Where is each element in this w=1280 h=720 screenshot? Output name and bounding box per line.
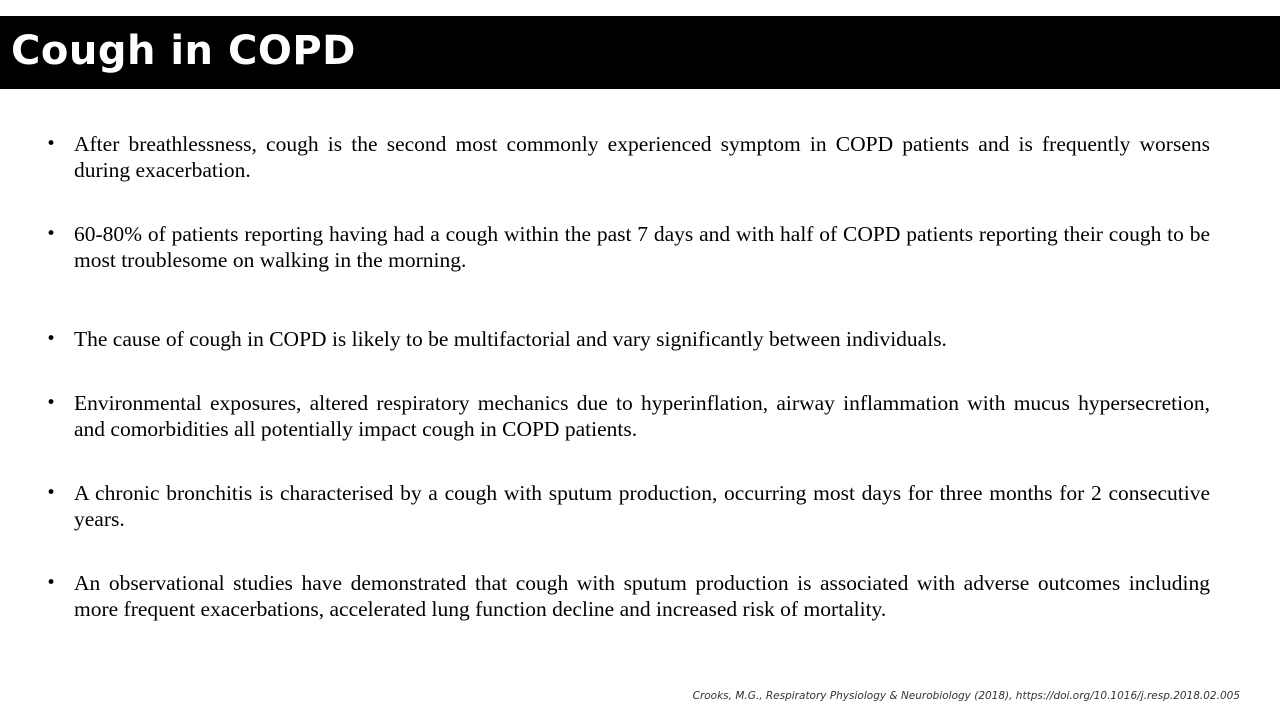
slide-title: Cough in COPD [11, 28, 356, 74]
bullet-text: After breathlessness, cough is the second most commonly experienced symptom in COPD patients and is frequently worsens during exacerbation. [74, 132, 1210, 182]
bullet-text: 60-80% of patients reporting having had a cough within the past 7 days and with half of COPD patients reporting their cough to be most troublesome on walking in the morning. [74, 222, 1210, 272]
bullet-item [46, 221, 1210, 273]
bullet-icon: • [46, 134, 57, 154]
bullet-icon: • [46, 224, 57, 244]
bullet-icon: • [46, 393, 57, 413]
bullet-icon: • [46, 483, 57, 503]
bullet-text: An observational studies have demonstrated that cough with sputum production is associated with adverse outcomes including more frequent exacerbations, accelerated lung function decline and increased risk of mortality. [74, 571, 1210, 621]
bullet-item [46, 570, 1210, 622]
citation: Crooks, M.G., Respiratory Physiology & Neurobiology (2018), https://doi.org/10.1016/j.resp.2018.02.005 [692, 690, 1240, 702]
bullet-item [46, 480, 1210, 532]
bullet-icon: • [46, 329, 57, 349]
bullet-text: Environmental exposures, altered respiratory mechanics due to hyperinflation, airway inflammation with mucus hypersecretion, and comorbidities all potentially impact cough in COPD patients. [74, 391, 1210, 441]
bullet-text: A chronic bronchitis is characterised by a cough with sputum production, occurring most days for three months for 2 consecutive years. [74, 481, 1210, 531]
bullet-item [46, 326, 1210, 352]
bullet-icon: • [46, 573, 57, 593]
bullet-item [46, 390, 1210, 442]
bullet-text: The cause of cough in COPD is likely to be multifactorial and vary significantly between individuals. [74, 327, 947, 351]
bullet-item [46, 131, 1210, 183]
